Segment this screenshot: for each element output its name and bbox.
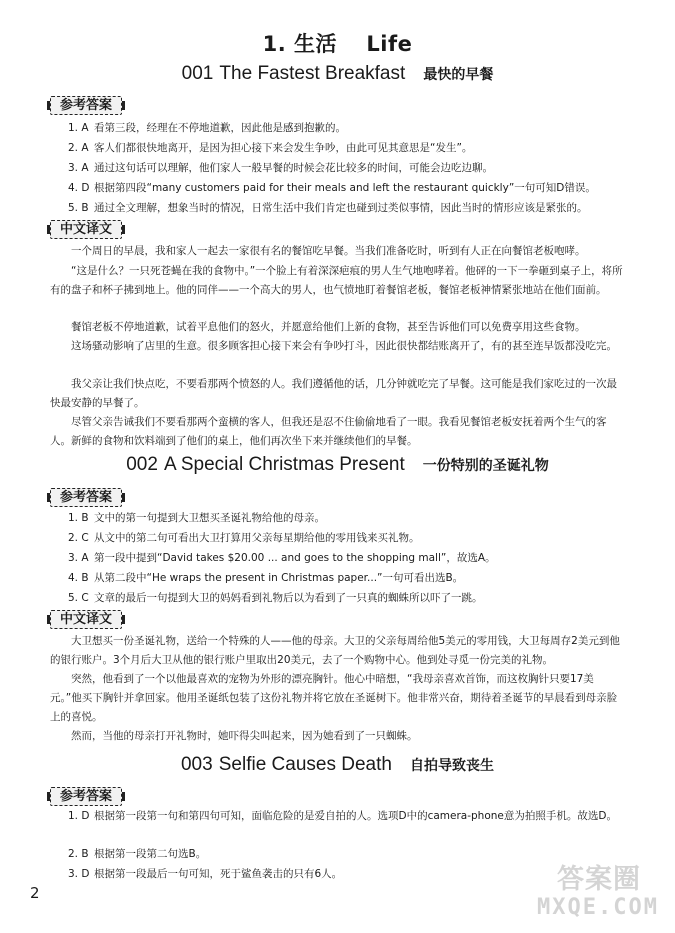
answer-key-badge: 参考答案 (50, 787, 122, 806)
page-title: 1. 生活 Life (262, 32, 413, 56)
answer-text: 根据第一段第一句和第四句可知，面临危险的是爱自拍的人。选项D中的camera-phone意为拍照手机。故选D。 (94, 810, 617, 822)
section-number: 001 (181, 63, 214, 84)
answer-number: 1. B (68, 512, 89, 524)
answer-item (68, 180, 638, 196)
translation-paragraph: 这场骚动影响了店里的生意。很多顾客担心接下来会有争吵打斗，因此很快都结账离开了，有的甚至连早饭都没吃完。 (71, 340, 617, 352)
answer-item (68, 570, 638, 586)
section-title-001 (0, 62, 675, 85)
section-title-en: Selfie Causes Death (218, 754, 392, 775)
answer-number: 3. D (68, 868, 90, 880)
answer-text: 从文中的第二句可看出大卫打算用父亲每星期给他的零用钱来买礼物。 (94, 532, 420, 544)
answer-number: 3. A (68, 552, 89, 564)
translation-paragraph: 尽管父亲告诫我们不要看那两个蛮横的客人，但我还是忍不住偷偷地看了一眼。我看见餐馆老板安抚着两个生气的客人。新鲜的食物和饮料端到了他们的桌上，他们再次坐下来并继续他们的早餐。 (50, 416, 607, 447)
watermark-text-top: 答案圈 (557, 864, 641, 895)
answer-text: 文章的最后一句提到大卫的妈妈看到礼物后以为看到了一只真的蜘蛛所以吓了一跳。 (94, 592, 483, 604)
answer-item (68, 200, 638, 216)
answer-text: 看第三段，经理在不停地道歉，因此他是感到抱歉的。 (94, 122, 346, 134)
answer-number: 2. B (68, 848, 89, 860)
translation-paragraph: “这是什么？一只死苍蝇在我的食物中。”一个脸上有着深深疤痕的男人生气地咆哮着。他砰的一下一拳砸到桌子上，将所有的盘子和杯子拂到地上。他的同伴——一个高大的男人，也气愤地盯着餐馆老板，餐馆老板神情紧张地站在他们面前。 (50, 265, 623, 296)
answer-item (68, 160, 638, 176)
answer-number: 2. C (68, 532, 89, 544)
answer-text: 从第二段中“He wraps the present in Christmas paper...”一句可看出选B。 (94, 572, 464, 584)
answer-text: 客人们都很快地离开，是因为担心接下来会发生争吵，由此可见其意思是“发生”。 (94, 142, 473, 154)
answer-text: 通过这句话可以理解，他们家人一般早餐的时候会花比较多的时间，可能会边吃边聊。 (94, 162, 493, 174)
answer-number: 5. C (68, 592, 89, 604)
section-title-003 (0, 753, 675, 776)
section-title-zh: 一份特别的圣诞礼物 (422, 458, 549, 474)
answer-number: 5. B (68, 202, 89, 214)
answer-item (68, 530, 638, 546)
answer-text: 第一段中提到“David takes $20.00 ... and goes to the shopping mall”，故选A。 (94, 552, 496, 564)
answer-item (68, 590, 638, 606)
answer-item (68, 120, 638, 136)
translation-paragraph: 突然，他看到了一个以他最喜欢的宠物为外形的漂亮胸针。他心中暗想，“我母亲喜欢首饰，而这枚胸针只要17美元。”他买下胸针并拿回家。他用圣诞纸包装了这份礼物并将它放在圣诞树下。他非常兴奋，期待着圣诞节的早晨看到母亲脸上的喜悦。 (50, 673, 618, 723)
answer-item (68, 510, 638, 526)
section-number: 003 (180, 754, 213, 775)
section-title-en: A Special Christmas Present (163, 454, 405, 475)
answer-key-badge: 参考答案 (50, 488, 122, 507)
translation-badge: 中文译文 (50, 220, 122, 239)
answer-item (68, 808, 633, 824)
answer-text: 根据第一段最后一句可知，死于鲨鱼袭击的只有6人。 (94, 868, 343, 880)
translation-paragraph: 然而，当他的母亲打开礼物时，她吓得尖叫起来，因为她看到了一只蜘蛛。 (71, 730, 418, 742)
translation-badge: 中文译文 (50, 610, 122, 629)
watermark-logo (517, 857, 667, 927)
translation-paragraph: 餐馆老板不停地道歉，试着平息他们的怒火，并愿意给他们上新的食物，甚至告诉他们可以免费享用这些食物。 (71, 321, 586, 333)
translation-paragraph: 大卫想买一份圣诞礼物，送给一个特殊的人——他的母亲。大卫的父亲每周给他5美元的零用钱，大卫每周存2美元到他的银行账户。3个月后大卫从他的银行账户里取出20美元，去了一个购物中心。他到处寻觅一份完美的礼物。 (50, 635, 620, 666)
answer-text: 根据第四段“many customers paid for their meals and left the restaurant quickly”一句可知D错误。 (94, 182, 596, 194)
answer-text: 通过全文理解，想象当时的情况，日常生活中我们肯定也碰到过类似事情，因此当时的情形应该是紧张的。 (94, 202, 588, 214)
answer-text: 文中的第一句提到大卫想买圣诞礼物给他的母亲。 (94, 512, 325, 524)
answer-item (68, 550, 638, 566)
watermark-text-bottom: MXQE.COM (537, 895, 659, 920)
section-title-002 (0, 453, 675, 476)
section-title-zh: 最快的早餐 (423, 67, 494, 83)
section-title-zh: 自拍导致丧生 (410, 758, 494, 774)
answer-number: 2. A (68, 142, 89, 154)
section-number: 002 (126, 454, 158, 475)
answer-number: 1. D (68, 810, 90, 822)
section-title-en: The Fastest Breakfast (219, 63, 406, 84)
answer-text: 根据第一段第二句选B。 (94, 848, 207, 860)
translation-paragraph: 一个周日的早晨，我和家人一起去一家很有名的餐馆吃早餐。当我们准备吃时，听到有人正在向餐馆老板咆哮。 (71, 245, 586, 257)
answer-number: 4. B (68, 572, 89, 584)
answer-number: 3. A (68, 162, 89, 174)
page-number: 2 (30, 884, 40, 902)
answer-number: 4. D (68, 182, 90, 194)
translation-paragraph: 我父亲让我们快点吃，不要看那两个愤怒的人。我们遵循他的话，几分钟就吃完了早餐。这可能是我们家吃过的一次最快最安静的早餐了。 (50, 378, 617, 409)
answer-number: 1. A (68, 122, 89, 134)
answer-item (68, 140, 638, 156)
answer-key-badge: 参考答案 (50, 96, 122, 115)
